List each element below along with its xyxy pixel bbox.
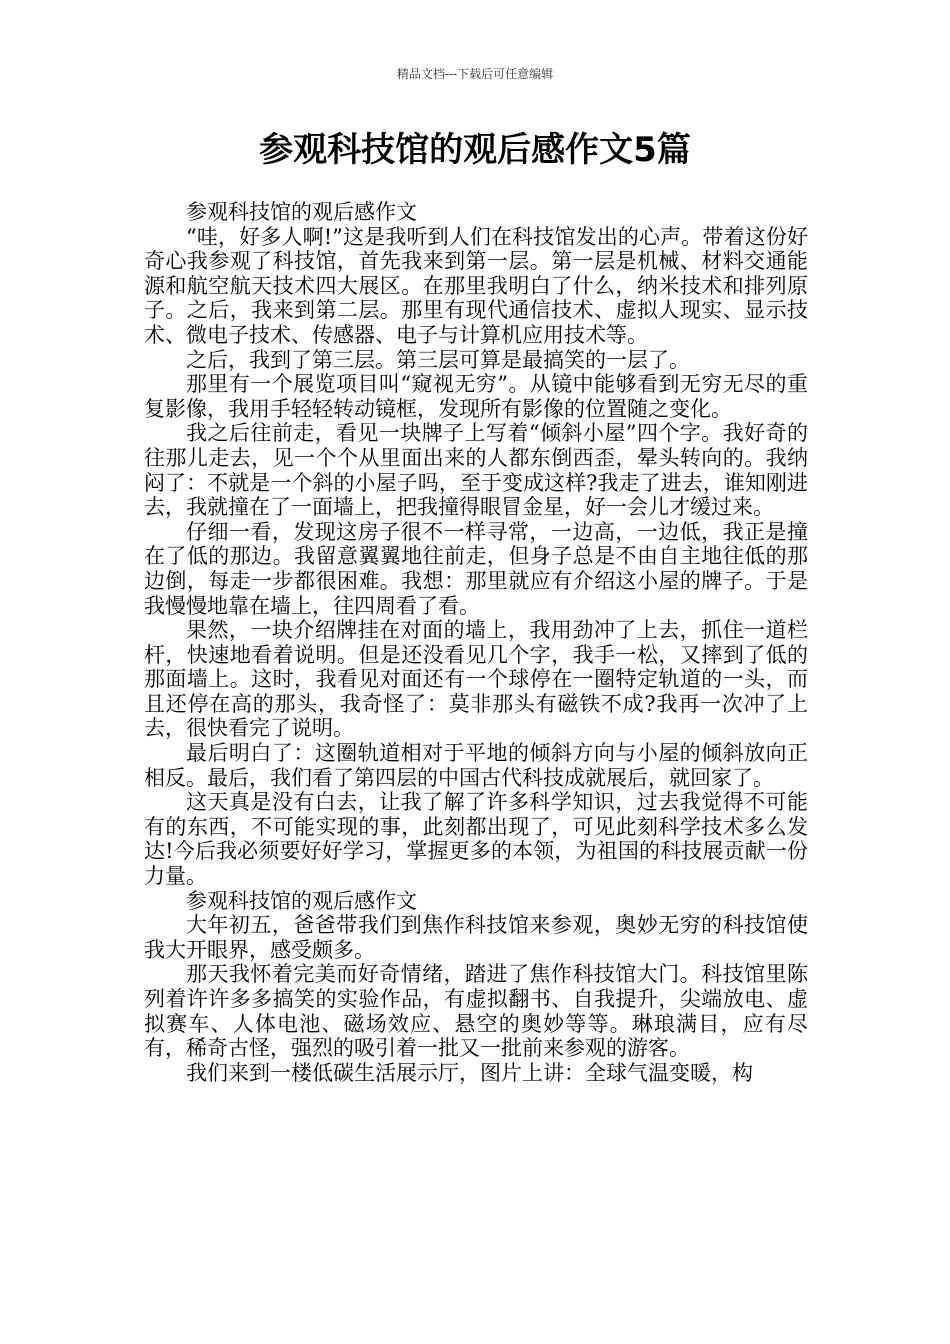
paragraph: 之后，我到了第三层。第三层可算是最搞笑的一层了。 <box>186 347 690 372</box>
document-title: 参观科技馆的观后感作文5篇 <box>259 130 691 170</box>
paragraph: 那里有一个展览项目叫“窥视无穷”。从镜中能够看到无穷无尽的重复影像，我用手轻轻转动镜框，发现所有影像的位置随之变化。 <box>144 372 808 421</box>
paragraph: 大年初五，爸爸带我们到焦作科技馆来参观，奥妙无穷的科技馆使我大开眼界，感受颇多。 <box>144 913 808 962</box>
paragraph: 这天真是没有白去，让我了解了许多科学知识，过去我觉得不可能有的东西，不可能实现的事，此刻都出现了，可见此刻科学技术多么发达!今后我必须要好好学习，掌握更多的本领，为祖国的科技展贡献一份力量。 <box>144 790 808 889</box>
paragraph: 我之后往前走，看见一块牌子上写着“倾斜小屋”四个字。我好奇的往那儿走去，见一个个从里面出来的人都东倒西歪，晕头转向的。我纳闷了：不就是一个斜的小屋子吗，至于变成这样?我走了进去，谁知刚进去，我就撞在了一面墙上，把我撞得眼冒金星，好一会儿才缓过来。 <box>144 421 808 520</box>
paragraph: “哇，好多人啊!”这是我听到人们在科技馆发出的心声。带着这份好奇心我参观了科技馆，首先我来到第一层。第一层是机械、材料交通能源和航空航天技术四大展区。在那里我明白了什么，纳米技术和排列原子。之后，我来到第二层。那里有现代通信技术、虚拟人现实、显示技术、微电子技术、传感器、电子与计算机应用技术等。 <box>144 224 808 347</box>
document-body <box>144 200 808 1085</box>
section-heading: 参观科技馆的观后感作文 <box>186 200 417 224</box>
paragraph: 最后明白了：这圈轨道相对于平地的倾斜方向与小屋的倾斜放向正相反。最后，我们看了第四层的中国古代科技成就展后，就回家了。 <box>144 741 808 790</box>
header-note: 精品文档---下载后可任意编辑 <box>396 67 554 81</box>
paragraph: 仔细一看，发现这房子很不一样寻常，一边高，一边低，我正是撞在了低的那边。我留意翼翼地往前走，但身子总是不由自主地往低的那边倒，每走一步都很困难。我想：那里就应有介绍这小屋的牌子。于是我慢慢地靠在墙上，往四周看了看。 <box>144 519 808 618</box>
paragraph: 果然，一块介绍牌挂在对面的墙上，我用劲冲了上去，抓住一道栏杆，快速地看着说明。但是还没看见几个字，我手一松，又摔到了低的那面墙上。这时，我看见对面还有一个球停在一圈特定轨道的一头，而且还停在高的那头，我奇怪了：莫非那头有磁铁不成?我再一次冲了上去，很快看完了说明。 <box>144 618 808 741</box>
section-heading: 参观科技馆的观后感作文 <box>186 888 417 913</box>
paragraph: 我们来到一楼低碳生活展示厅，图片上讲：全球气温变暖，构 <box>186 1060 753 1085</box>
paragraph: 那天我怀着完美而好奇情绪，踏进了焦作科技馆大门。科技馆里陈列着许许多多搞笑的实验作品，有虚拟翻书、自我提升，尖端放电、虚拟赛车、人体电池、磁场效应、悬空的奥妙等等。琳琅满目，应有尽有，稀奇古怪，强烈的吸引着一批又一批前来参观的游客。 <box>144 962 808 1061</box>
